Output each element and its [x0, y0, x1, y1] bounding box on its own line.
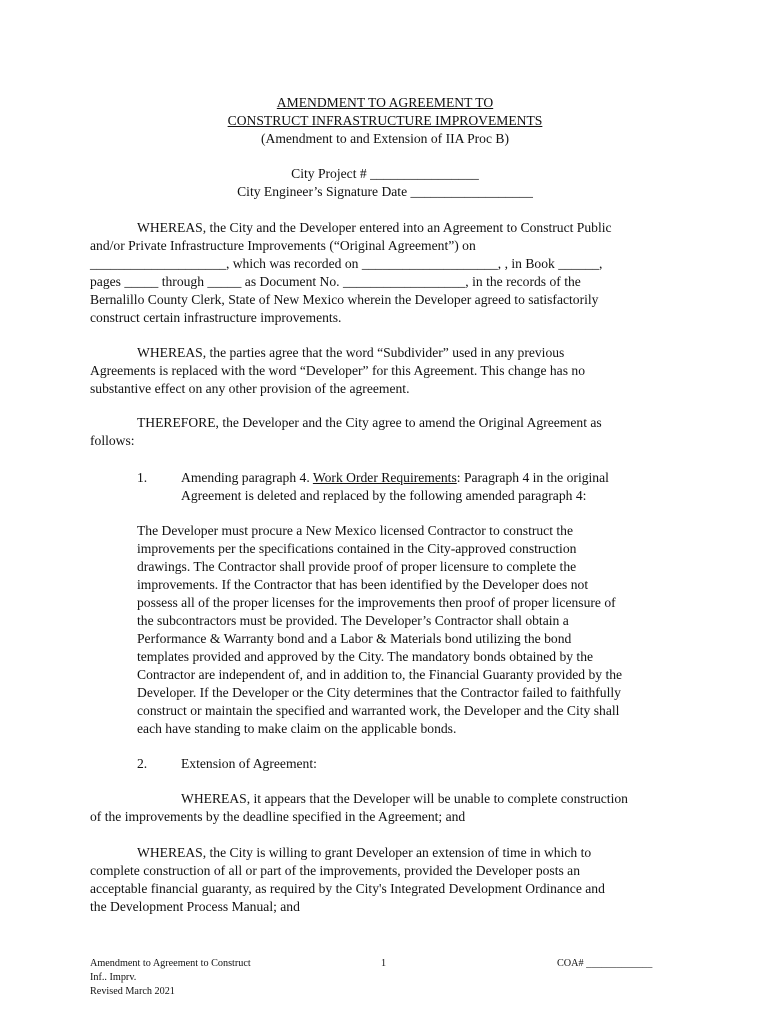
whereas-paragraph-3	[90, 790, 680, 826]
text-line: WHEREAS, the City and the Developer entered into an Agreement to Construct Public	[137, 220, 612, 235]
text-line: Agreements is replaced with the word “Developer” for this Agreement. This change has no	[90, 363, 586, 378]
text-line: pages _____ through _____ as Document No. __________________, in the records of the	[90, 274, 581, 289]
item-1-line-2: Agreement is deleted and replaced by the following amended paragraph 4:	[181, 488, 587, 503]
text-line: Bernalillo County Clerk, State of New Mexico wherein the Developer agreed to satisfactorily	[90, 292, 599, 307]
text-line: THEREFORE, the Developer and the City agree to amend the Original Agreement as	[137, 415, 602, 430]
text-line: ____________________, which was recorded on ____________________, , in Book ______,	[90, 256, 603, 271]
footer-left-line: Inf.. Imprv.	[90, 972, 137, 983]
whereas-paragraph-2	[90, 344, 680, 398]
text-line: WHEREAS, the City is willing to grant Developer an extension of time in which to	[137, 845, 592, 860]
text-line: WHEREAS, it appears that the Developer will be unable to complete construction	[181, 791, 628, 806]
item-1-heading: Work Order Requirements	[312, 470, 457, 485]
text-line: and/or Private Infrastructure Improvements (“Original Agreement”) on	[90, 238, 476, 253]
text-line: the Development Process Manual; and	[90, 899, 300, 914]
text-line: the subcontractors must be provided. The Developer’s Contractor shall obtain a	[137, 613, 569, 628]
item-1-number: 1.	[137, 470, 148, 485]
city-project-line: City Project # ________________	[291, 166, 479, 181]
text-line: The Developer must procure a New Mexico licensed Contractor to construct the	[137, 523, 573, 538]
text-line: acceptable financial guaranty, as required by the City's Integrated Development Ordinance and	[90, 881, 605, 896]
text-line: improvements per the specifications contained in the City-approved construction	[137, 541, 577, 556]
whereas-paragraph-1	[90, 219, 680, 327]
whereas-paragraph-4	[90, 844, 680, 916]
text-line: each have standing to make claim on the applicable bonds.	[137, 721, 457, 736]
text-line: follows:	[90, 433, 135, 448]
footer-left-line: Revised March 2021	[90, 986, 175, 997]
signature-date-line: City Engineer’s Signature Date __________________	[237, 184, 533, 199]
therefore-paragraph	[90, 414, 680, 450]
text-line: templates provided and approved by the City. The mandatory bonds obtained by the	[137, 649, 594, 664]
footer-left-line: Amendment to Agreement to Construct	[90, 958, 251, 969]
item-1-line-1	[181, 469, 609, 487]
title-line-1: AMENDMENT TO AGREEMENT TO	[276, 95, 494, 110]
text-line: drawings. The Contractor shall provide proof of proper licensure to complete the	[137, 559, 577, 574]
text-line: substantive effect on any other provision of the agreement.	[90, 381, 410, 396]
item-1-suffix: : Paragraph 4 in the original	[456, 470, 609, 485]
subtitle: (Amendment to and Extension of IIA Proc B)	[260, 131, 510, 146]
item-2-number: 2.	[137, 756, 148, 771]
title-line-2: CONSTRUCT INFRASTRUCTURE IMPROVEMENTS	[227, 113, 543, 128]
text-line: construct or maintain the specified and warranted work, the Developer and the City shall	[137, 703, 620, 718]
text-line: possess all of the proper licenses for the improvements then proof of proper licensure of	[137, 595, 616, 610]
text-line: Performance & Warranty bond and a Labor & Materials bond utilizing the bond	[137, 631, 572, 646]
text-line: construct certain infrastructure improvements.	[90, 310, 342, 325]
text-line: Contractor are independent of, and in addition to, the Financial Guaranty provided by the	[137, 667, 623, 682]
item-1-prefix: Amending paragraph 4.	[181, 470, 313, 485]
text-line: complete construction of all or part of the improvements, provided the Developer posts an	[90, 863, 580, 878]
footer-left	[90, 957, 251, 999]
item-2-heading: Extension of Agreement:	[181, 756, 317, 771]
coa-number: COA# _____________	[557, 958, 653, 969]
text-line: Developer. If the Developer or the City determines that the Contractor failed to faithfully	[137, 685, 621, 700]
page-number: 1	[381, 958, 387, 969]
text-line: of the improvements by the deadline specified in the Agreement; and	[90, 809, 466, 824]
text-line: WHEREAS, the parties agree that the word “Subdivider” used in any previous	[137, 345, 565, 360]
amended-paragraph-4	[137, 522, 682, 738]
text-line: improvements. If the Contractor that has been identified by the Developer does not	[137, 577, 589, 592]
